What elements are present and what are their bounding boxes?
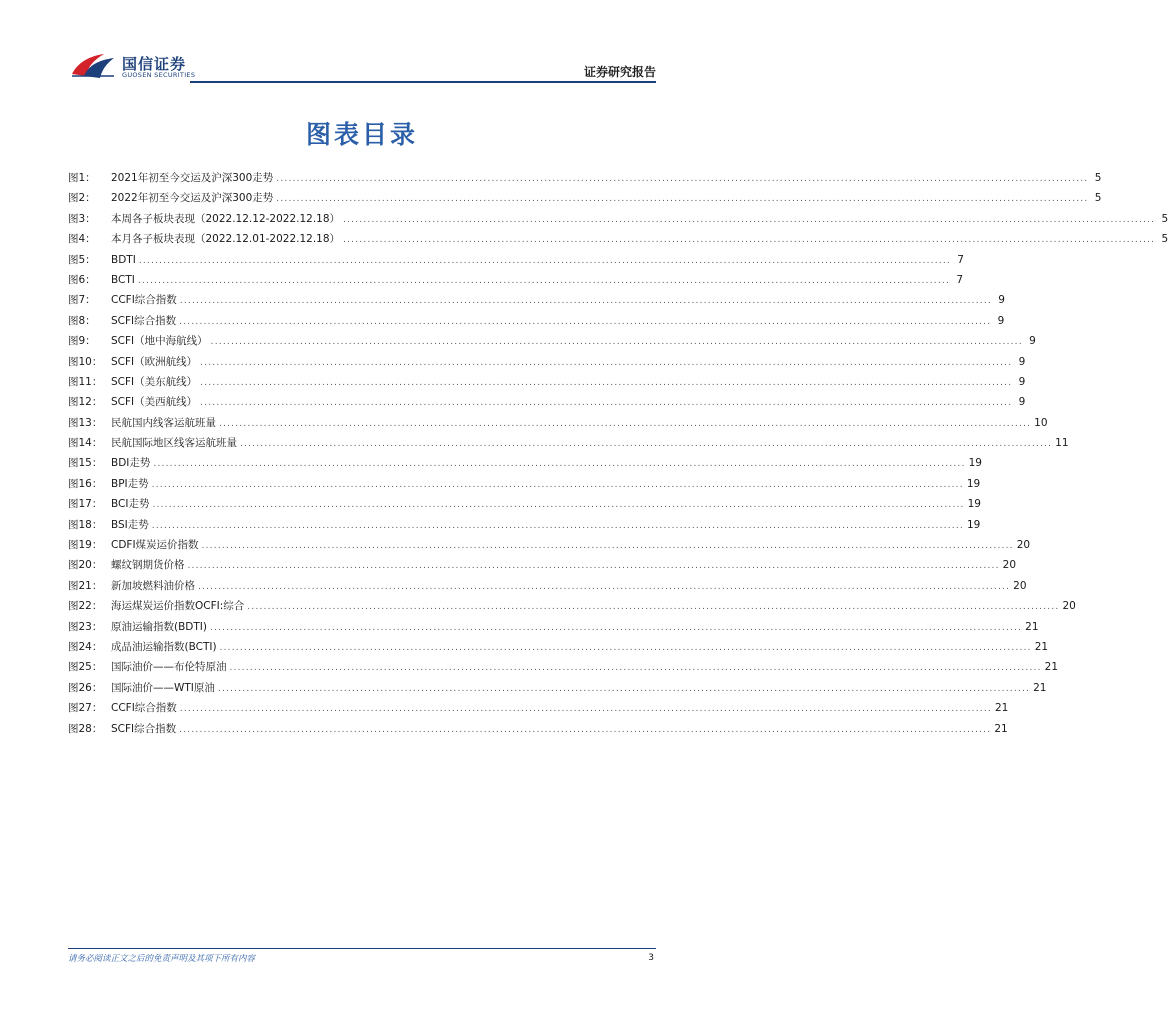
toc-entry[interactable]	[68, 517, 981, 537]
toc-entry-number: 图22：	[68, 600, 103, 613]
toc-entry-title: 海运煤炭运价指数OCFI:综合	[111, 600, 245, 613]
toc-leader-dots: ........................................................................................................................................................................................................	[200, 398, 1013, 409]
toc-leader-dots: ........................................................................................................................................................................................................	[151, 520, 964, 531]
toc-entry-title: BDI走势	[111, 457, 151, 470]
toc-entry[interactable]	[68, 374, 1026, 394]
toc-entry-page: 5	[1094, 192, 1102, 205]
toc-entry-title: SCFI综合指数	[111, 314, 177, 327]
footer-disclaimer: 请务必阅读正文之后的免责声明及其项下所有内容	[68, 954, 256, 964]
toc-entry[interactable]	[68, 700, 1009, 720]
toc-entry-number: 图23：	[68, 620, 103, 633]
toc-entry[interactable]	[68, 578, 1027, 598]
toc-entry[interactable]	[68, 231, 1168, 251]
toc-entry[interactable]	[68, 721, 1008, 741]
toc-entry-page: 7	[956, 273, 964, 286]
toc-entry[interactable]	[68, 333, 1036, 353]
toc-entry[interactable]	[68, 598, 1076, 618]
toc-leader-dots: ........................................................................................................................................................................................................	[137, 275, 951, 286]
toc-entry-number: 图9：	[68, 335, 96, 348]
toc-leader-dots: ........................................................................................................................................................................................................	[201, 541, 1014, 552]
logo-text-en: GUOSEN SECURITIES	[122, 71, 196, 79]
toc-entry-page: 21	[994, 702, 1009, 715]
footer-divider	[68, 948, 656, 949]
toc-entry-title: SCFI（欧洲航线）	[111, 355, 198, 368]
toc-entry-page: 21	[1044, 661, 1059, 674]
toc-entry-number: 图5：	[68, 253, 96, 266]
toc-leader-dots: ........................................................................................................................................................................................................	[219, 642, 1032, 653]
toc-entry-page: 9	[1018, 375, 1026, 388]
toc-entry-number: 图25：	[68, 661, 103, 674]
toc-entry-title: 螺纹钢期货价格	[111, 559, 185, 572]
toc-leader-dots: ........................................................................................................................................................................................................	[229, 663, 1042, 674]
toc-leader-dots: ........................................................................................................................................................................................................	[217, 683, 1031, 694]
toc-entry-page: 19	[966, 477, 981, 490]
toc-entry[interactable]	[68, 211, 1168, 231]
toc-entry-title: BPI走势	[111, 477, 149, 490]
toc-leader-dots: ........................................................................................................................................................................................................	[276, 174, 1089, 184]
toc-entry-title: 原油运输指数(BDTI)	[111, 620, 207, 633]
toc-entry-title: CCFI综合指数	[111, 294, 177, 307]
toc-leader-dots: ........................................................................................................................................................................................................	[179, 316, 992, 327]
toc-entry-number: 图8：	[68, 314, 96, 327]
toc-leader-dots: ........................................................................................................................................................................................................	[179, 296, 992, 307]
toc-entry-number: 图6：	[68, 273, 96, 286]
toc-leader-dots: ........................................................................................................................................................................................................	[200, 357, 1013, 368]
toc-entry[interactable]	[68, 272, 964, 292]
toc-entry[interactable]	[68, 170, 1102, 190]
toc-entry-page: 9	[997, 314, 1005, 327]
toc-entry-title: 国际油价——布伦特原油	[111, 661, 227, 674]
toc-entry-title: CDFI煤炭运价指数	[111, 539, 199, 552]
toc-entry[interactable]	[68, 659, 1059, 679]
toc-entry-number: 图28：	[68, 722, 103, 735]
toc-leader-dots: ........................................................................................................................................................................................................	[219, 418, 1032, 429]
toc-entry[interactable]	[68, 680, 1047, 700]
toc-entry-number: 图17：	[68, 498, 103, 511]
toc-leader-dots: ........................................................................................................................................................................................................	[343, 214, 1156, 225]
toc-entry[interactable]	[68, 313, 1005, 333]
toc-entry-title: SCFI综合指数	[111, 722, 177, 735]
toc-entry-page: 9	[1029, 335, 1036, 348]
toc-entry-page: 20	[1002, 559, 1017, 572]
toc-entry[interactable]	[68, 496, 981, 516]
toc-leader-dots: ........................................................................................................................................................................................................	[153, 459, 966, 470]
toc-leader-dots: ........................................................................................................................................................................................................	[343, 235, 1156, 246]
toc-entry-page: 5	[1161, 212, 1168, 225]
toc-entry-page: 19	[966, 518, 981, 531]
toc-entry-page: 21	[1034, 640, 1049, 653]
toc-entry-number: 图13：	[68, 416, 103, 429]
toc-entry-page: 7	[957, 253, 964, 266]
toc-entry-page: 9	[1018, 396, 1026, 409]
toc-entry[interactable]	[68, 252, 964, 272]
toc-entry[interactable]	[68, 455, 982, 475]
toc-entry-number: 图16：	[68, 477, 103, 490]
toc-entry-page: 19	[968, 457, 982, 470]
toc-entry-number: 图15：	[68, 457, 103, 470]
toc-entry-page: 20	[1013, 579, 1027, 592]
page-number: 3	[648, 953, 654, 963]
toc-entry-page: 21	[1025, 620, 1039, 633]
toc-entry-title: SCFI（地中海航线）	[111, 335, 208, 348]
toc-entry-page: 19	[967, 498, 981, 511]
toc-entry-number: 图10：	[68, 355, 103, 368]
toc-entry-number: 图14：	[68, 437, 103, 450]
toc-entry[interactable]	[68, 639, 1049, 659]
toc-leader-dots: ........................................................................................................................................................................................................	[247, 602, 1060, 613]
toc-entry-title: SCFI（美西航线）	[111, 396, 198, 409]
toc-entry-title: BDTI	[111, 253, 136, 266]
toc-entry-page: 9	[998, 294, 1005, 307]
toc-leader-dots: ........................................................................................................................................................................................................	[200, 377, 1013, 388]
report-type-label: 证券研究报告	[583, 65, 656, 79]
toc-entry-page: 9	[1018, 355, 1026, 368]
toc-leader-dots: ........................................................................................................................................................................................................	[198, 581, 1011, 592]
toc-entry-title: BCTI	[111, 273, 135, 286]
toc-entry-page: 5	[1161, 233, 1168, 246]
toc-leader-dots: ........................................................................................................................................................................................................	[152, 500, 965, 511]
toc-entry-title: 2022年初至今交运及沪深300走势	[111, 192, 274, 205]
toc-entry-number: 图11：	[68, 375, 103, 388]
toc-entry-page: 5	[1094, 172, 1102, 184]
toc-entry-title: CCFI综合指数	[111, 702, 177, 715]
toc-entry[interactable]	[68, 292, 1005, 312]
toc-entry-title: 民航国内线客运航班量	[111, 416, 216, 429]
toc-entry-number: 图3：	[68, 212, 96, 225]
toc-leader-dots: ........................................................................................................................................................................................................	[187, 561, 1000, 572]
logo-text-cn: 国信证券	[122, 55, 187, 73]
toc-entry[interactable]	[68, 394, 1026, 414]
toc-leader-dots: ........................................................................................................................................................................................................	[151, 479, 964, 490]
toc-entry-title: 2021年初至今交运及沪深300走势	[111, 172, 274, 184]
toc-entry-page: 20	[1062, 600, 1076, 613]
toc-entry-number: 图26：	[68, 681, 103, 694]
toc-leader-dots: ........................................................................................................................................................................................................	[179, 724, 992, 735]
toc-entry-number: 图2：	[68, 192, 96, 205]
toc-entry-title: 新加坡燃料油价格	[111, 579, 195, 592]
toc-entry-page: 20	[1016, 539, 1031, 552]
toc-entry-number: 图7：	[68, 294, 96, 307]
toc-entry-title: 民航国际地区线客运航班量	[111, 437, 237, 450]
toc-entry-page: 11	[1055, 437, 1069, 450]
toc-entry[interactable]	[68, 619, 1039, 639]
toc-entry[interactable]	[68, 415, 1048, 435]
toc-leader-dots: ........................................................................................................................................................................................................	[138, 255, 951, 266]
toc-entry-number: 图20：	[68, 559, 103, 572]
toc-entry-title: BCI走势	[111, 498, 150, 511]
toc-entry-page: 10	[1034, 416, 1048, 429]
toc-leader-dots: ........................................................................................................................................................................................................	[210, 622, 1023, 633]
toc-leader-dots: ........................................................................................................................................................................................................	[240, 439, 1053, 450]
toc-entry[interactable]	[68, 354, 1026, 374]
toc-leader-dots: ........................................................................................................................................................................................................	[210, 337, 1023, 348]
toc-entry[interactable]	[68, 537, 1031, 557]
toc-entry-page: 21	[994, 722, 1008, 735]
toc-leader-dots: ........................................................................................................................................................................................................	[276, 194, 1089, 205]
toc-entry[interactable]	[68, 435, 1069, 455]
toc-entry[interactable]	[68, 557, 1017, 577]
guosen-logo-icon	[70, 50, 116, 80]
toc-entry-title: 本周各子板块表现（2022.12.12-2022.12.18）	[111, 212, 341, 225]
page-header	[70, 50, 656, 84]
toc-entry-number: 图18：	[68, 518, 103, 531]
header-divider	[190, 81, 656, 83]
toc-entry-number: 图12：	[68, 396, 103, 409]
toc-leader-dots: ........................................................................................................................................................................................................	[179, 704, 992, 715]
toc-entry-page: 21	[1033, 681, 1047, 694]
toc-entry-title: 成品油运输指数(BCTI)	[111, 640, 217, 653]
figure-index-list	[68, 170, 1168, 741]
toc-entry-number: 图24：	[68, 640, 103, 653]
toc-entry-title: SCFI（美东航线）	[111, 375, 198, 388]
toc-entry[interactable]	[68, 190, 1102, 210]
page-title: 图表目录	[305, 120, 418, 149]
toc-entry-title: 本月各子板块表现（2022.12.01-2022.12.18）	[111, 233, 341, 246]
toc-entry-title: 国际油价——WTI原油	[111, 681, 215, 694]
toc-entry[interactable]	[68, 476, 981, 496]
toc-entry-number: 图1：	[68, 172, 96, 184]
toc-entry-number: 图27：	[68, 702, 103, 715]
toc-entry-title: BSI走势	[111, 518, 149, 531]
toc-entry-number: 图19：	[68, 539, 103, 552]
toc-entry-number: 图21：	[68, 579, 103, 592]
toc-entry-number: 图4：	[68, 233, 96, 246]
